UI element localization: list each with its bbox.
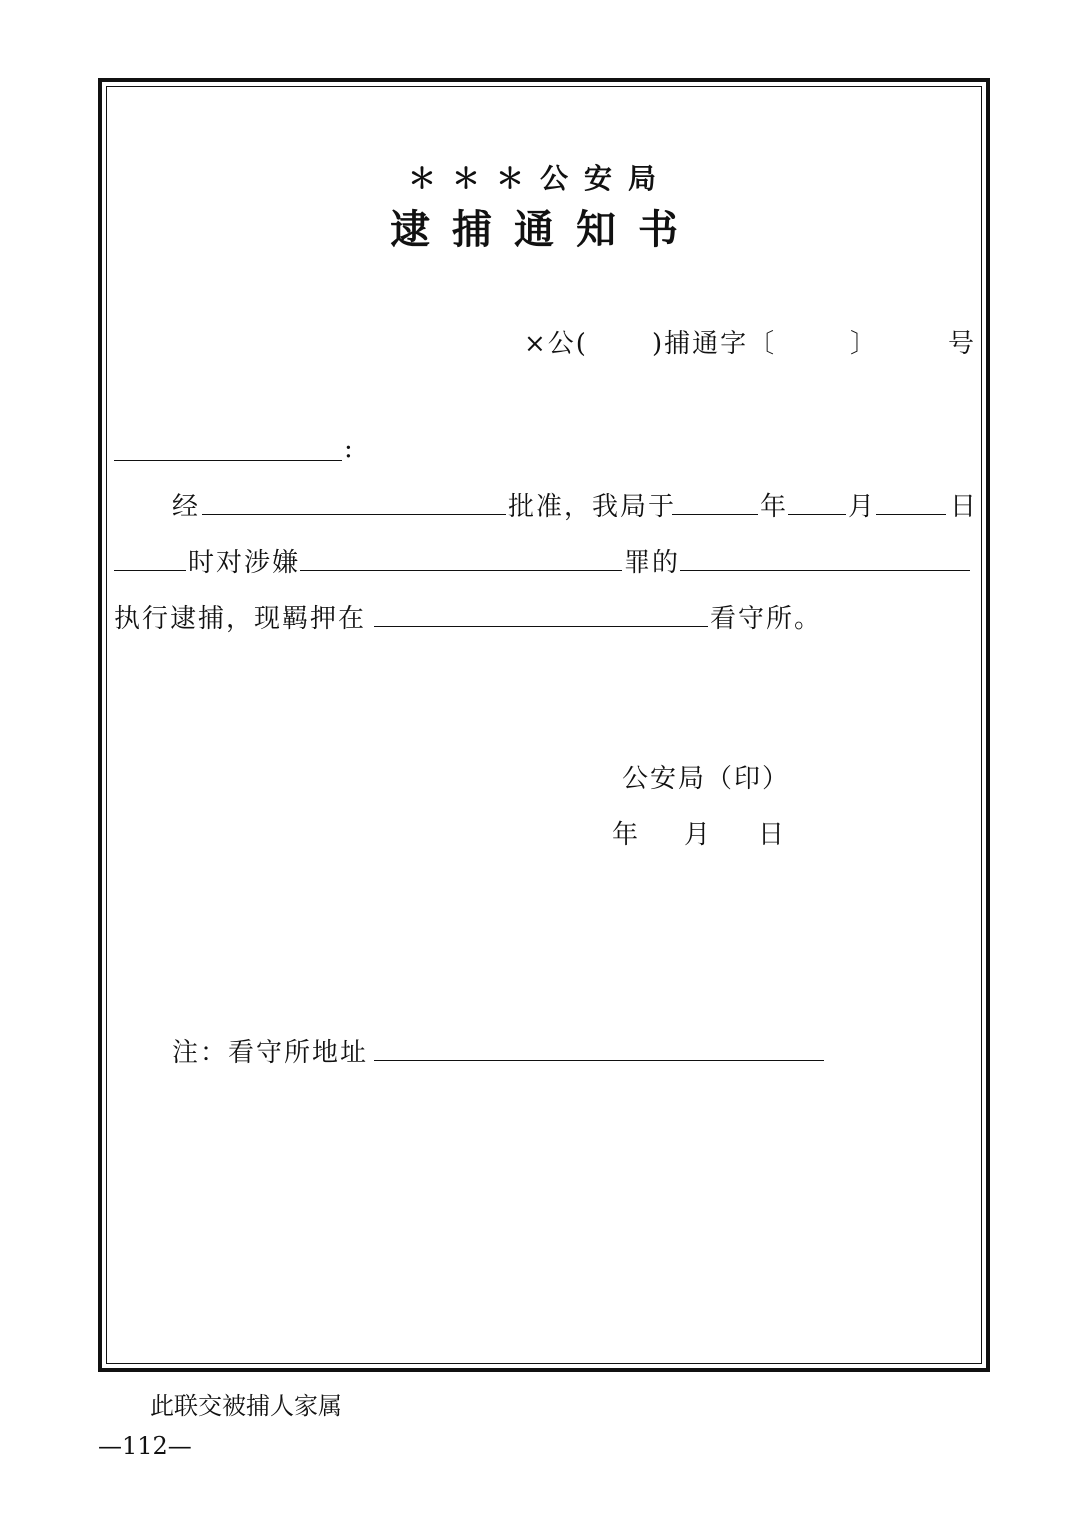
line1-approved-by: 经 xyxy=(172,492,201,522)
hour-blank[interactable] xyxy=(114,570,186,571)
note-label: 注：看守所地址 xyxy=(172,1038,369,1068)
line1-month: 月 xyxy=(848,492,877,522)
line1-day: 日 xyxy=(950,492,979,522)
day-blank[interactable] xyxy=(876,514,946,515)
form-inner-border xyxy=(106,86,982,1364)
addressee-colon: : xyxy=(344,434,355,464)
signature-month: 月 xyxy=(684,820,713,850)
page-number: —112— xyxy=(98,1432,192,1460)
line3-arrest-text: 执行逮捕，现羁押在 xyxy=(114,604,367,634)
doc-number-prefix: ×公( xyxy=(524,329,588,359)
signature-year: 年 xyxy=(612,820,641,850)
agency-name: ＊＊＊公安局 xyxy=(407,162,672,195)
detention-center-blank[interactable] xyxy=(374,626,708,627)
line1-year: 年 xyxy=(760,492,789,522)
form-border xyxy=(98,78,990,1372)
copy-note: 此联交被捕人家属 xyxy=(150,1392,342,1420)
document-title: 逮捕通知书 xyxy=(390,206,700,253)
signature-day: 日 xyxy=(758,820,787,850)
detention-address-blank[interactable] xyxy=(374,1060,824,1061)
doc-number-close-bracket: 〕 xyxy=(850,329,879,359)
suspect-name-blank[interactable] xyxy=(680,570,970,571)
month-blank[interactable] xyxy=(788,514,846,515)
doc-number-suffix: 号 xyxy=(948,329,977,359)
year-blank[interactable] xyxy=(672,514,758,515)
line1-approved-text: 批准，我局于 xyxy=(508,492,677,522)
line3-detention-center: 看守所。 xyxy=(710,604,823,634)
doc-number-middle: )捕通字〔 xyxy=(652,329,777,359)
line2-suspected: 时对涉嫌 xyxy=(188,548,301,578)
addressee-blank[interactable] xyxy=(114,460,342,461)
approving-authority-blank[interactable] xyxy=(202,514,506,515)
crime-blank[interactable] xyxy=(300,570,622,571)
signature-org: 公安局（印） xyxy=(622,764,791,794)
line2-crime-of: 罪的 xyxy=(624,548,681,578)
